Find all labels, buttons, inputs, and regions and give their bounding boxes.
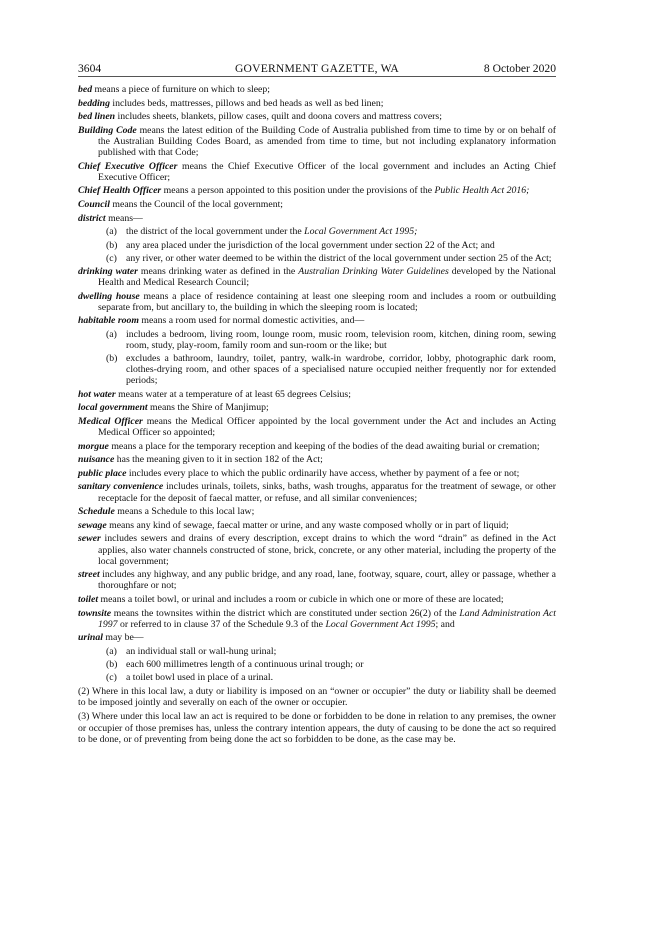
gazette-date: 8 October 2020 [483, 62, 556, 75]
district-item-c: (c) any river, or other water deemed to be within the district of the local government under section 25 of the Act; [106, 252, 552, 264]
definition-street: street includes any highway, and any public bridge, and any road, lane, footway, square, court, alley or passage, whether a thoroughfare or not; [78, 569, 556, 592]
definition-district: district means— [78, 212, 143, 224]
definition-townsite: townsite means the townsites within the district which are constituted under section 26(2) of the Land Administration Act 1997 or referred to in clause 37 of the Schedule 9.3 of the Local Government Act 1995; and [78, 607, 556, 630]
gazette-title: GOVERNMENT GAZETTE, WA [234, 62, 399, 75]
page-header [78, 62, 556, 76]
definition-bedding: bedding includes beds, mattresses, pillows and bed heads as well as bed linen; [78, 97, 384, 109]
definition-sanitary-convenience: sanitary convenience includes urinals, toilets, sinks, baths, wash troughs, apparatus for the treatment of sewage, or other receptacle for the deposit of faecal matter, or refuse, and all similar conveniences; [78, 481, 557, 504]
subclause-2: (2) Where in this local law, a duty or liability is imposed on an “owner or occupier” the duty or liability shall be deemed to be imposed jointly and severally on each of the owner or occupier. [78, 686, 556, 709]
district-item-a: (a) the district of the local government under the Local Government Act 1995; [106, 226, 418, 238]
header-rule [78, 76, 556, 77]
subclause-3: (3) Where under this local law an act is required to be done or forbidden to be done in relation to any premises, the owner or occupier of those premises has, unless the contrary intention appears, the duty of causing to be done the act so required to be done, or of preventing from being done the act so forbidden to be done, as the case may be. [78, 711, 556, 745]
definition-bed-linen: bed linen includes sheets, blankets, pillow cases, quilt and doona covers and mattress covers; [78, 111, 442, 123]
definition-schedule: Schedule means a Schedule to this local law; [78, 506, 255, 518]
definition-bed: bed means a piece of furniture on which to sleep; [78, 84, 270, 95]
definition-council: Council means the Council of the local government; [78, 198, 283, 210]
district-item-b: (b) any area placed under the jurisdiction of the local government under section 22 of the Act; and [106, 239, 495, 251]
definition-morgue: morgue means a place for the temporary reception and keeping of the bodies of the dead awaiting burial or cremation; [78, 440, 540, 452]
urinal-item-c: (c) a toilet bowl used in place of a urinal. [106, 672, 274, 684]
definition-habitable-room: habitable room means a room used for normal domestic activities, and— [78, 315, 365, 327]
definition-toilet: toilet means a toilet bowl, or urinal and includes a room or cubicle in which one or more of these are located; [78, 593, 504, 605]
urinal-item-b: (b) each 600 millimetres length of a continuous urinal trough; or [106, 659, 364, 671]
definition-hot-water: hot water means water at a temperature of at least 65 degrees Celsius; [78, 388, 351, 400]
definition-urinal: urinal may be— [78, 632, 144, 644]
definition-nuisance: nuisance has the meaning given to it in section 182 of the Act; [78, 454, 323, 466]
definition-local-government: local government means the Shire of Manjimup; [78, 402, 269, 414]
definition-sewer: sewer includes sewers and drains of every description, except drains to which the word “drain” as defined in the Act applies, also water channels constructed of stone, brick, concrete, or any other material, including the property of the local government; [78, 533, 556, 567]
definition-medical-officer: Medical Officer means the Medical Officer appointed by the local government under the Act and includes an Acting Medical Officer so appointed; [78, 415, 557, 438]
habitable-item-b: (b) excludes a bathroom, laundry, toilet, pantry, walk-in wardrobe, corridor, lobby, photographic dark room, clothes-drying room, and other spaces of a specialised nature occupied neither frequently nor for extended periods; [106, 353, 556, 387]
urinal-item-a: (a) an individual stall or wall-hung urinal; [106, 645, 277, 657]
definition-dwelling-house: dwelling house means a place of residence containing at least one sleeping room and includes a room or outbuilding separate from, but ancillary to, the building in which the sleeping room is located; [78, 290, 556, 313]
page-number: 3604 [78, 62, 102, 75]
habitable-item-a: (a) includes a bedroom, living room, lounge room, music room, television room, kitchen, dining room, sewing room, study, play-room, family room and sun-room or the like; but [106, 328, 556, 352]
definitions-body [78, 84, 556, 747]
definition-chief-executive-officer: Chief Executive Officer means the Chief Executive Officer of the local government and includes an Acting Chief Executive Officer; [78, 160, 556, 183]
definition-drinking-water: drinking water means drinking water as defined in the Australian Drinking Water Guidelines developed by the National Health and Medical Research Council; [78, 265, 556, 289]
definition-sewage: sewage means any kind of sewage, faecal matter or urine, and any waste composed wholly or in part of liquid; [78, 519, 509, 531]
definition-public-place: public place includes every place to which the public ordinarily have access, whether by payment of a fee or not; [78, 467, 520, 479]
definition-chief-health-officer: Chief Health Officer means a person appointed to this position under the provisions of the Public Health Act 2016; [78, 185, 530, 197]
definition-building-code: Building Code means the latest edition of the Building Code of Australia published from time to time by or on behalf of the Australian Building Codes Board, as amended from time to time, but not including explanatory information published with that Code; [78, 124, 556, 159]
